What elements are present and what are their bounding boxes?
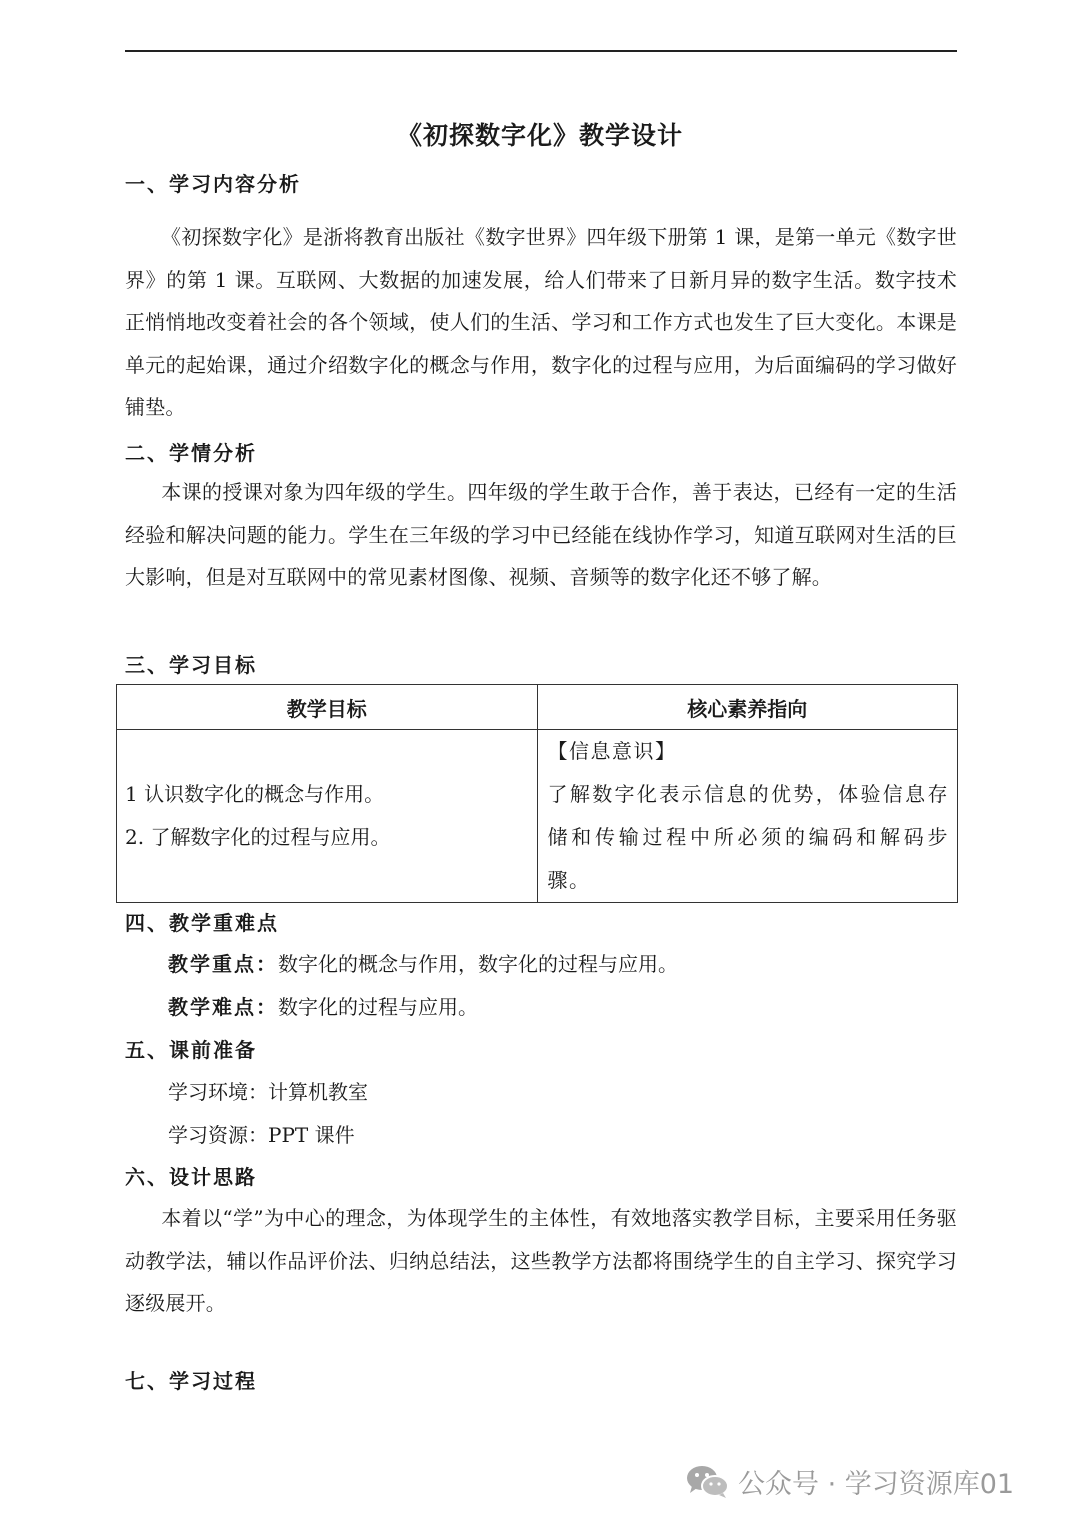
heading-student-analysis: 二、学情分析 — [125, 441, 257, 465]
paragraph-content-analysis: 《初探数字化》是浙将教育出版社《数字世界》四年级下册第 1 课，是第一单元《数字世界》的第 1 课。互联网、大数据的加速发展，给人们带来了日新月异的数字生活。数字技术正悄悄地改变着社会的各个领域，使人们的生活、学习和工作方式也发生了巨大变化。本课是单元的起始课，通过介绍数字化的概念与作用，数字化的过程与应用，为后面编码的学习做好铺垫。 — [125, 225, 957, 419]
heading-content-analysis: 一、学习内容分析 — [125, 172, 301, 196]
difficult-point-label: 教学难点： — [168, 995, 278, 1019]
watermark — [686, 1462, 1014, 1501]
table-row — [117, 730, 958, 903]
col-header-core-literacy: 核心素养指向 — [537, 685, 958, 730]
heading-design-idea: 六、设计思路 — [125, 1165, 257, 1189]
goals-cell — [117, 730, 538, 903]
prep-environment: 学习环境：计算机教室 — [168, 1080, 368, 1104]
table-header-row — [117, 685, 958, 730]
literacy-text: 了解数字化表示信息的优势，体验信息存储和传输过程中所必须的编码和解码步骤。 — [547, 782, 949, 892]
heading-learning-process: 七、学习过程 — [125, 1369, 257, 1393]
key-point-label: 教学重点： — [168, 952, 278, 976]
top-rule — [125, 50, 957, 52]
paragraph-design-idea: 本着以“学”为中心的理念，为体现学生的主体性，有效地落实教学目标，主要采用任务驱动教学法，辅以作品评价法、归纳总结法，这些教学方法都将围绕学生的自主学习、探究学习逐级展开。 — [125, 1206, 957, 1315]
col-header-teaching-goals: 教学目标 — [117, 685, 538, 730]
literacy-cell — [537, 730, 958, 903]
key-point-line — [168, 948, 678, 977]
heading-preparation: 五、课前准备 — [125, 1038, 257, 1062]
prep-resource: 学习资源：PPT 课件 — [168, 1123, 355, 1147]
paragraph-student-analysis: 本课的授课对象为四年级的学生。四年级的学生敢于合作，善于表达，已经有一定的生活经验和解决问题的能力。学生在三年级的学习中已经能在线协作学习，知道互联网对生活的巨大影响，但是对互联网中的常见素材图像、视频、音频等的数字化还不够了解。 — [125, 480, 957, 589]
watermark-text: 公众号 · 学习资源库01 — [738, 1469, 1015, 1500]
wechat-icon — [686, 1464, 730, 1500]
difficult-point-text: 数字化的过程与应用。 — [278, 995, 478, 1019]
goal-item-1: 1 认识数字化的概念与作用。 — [125, 782, 385, 806]
key-point-text: 数字化的概念与作用，数字化的过程与应用。 — [278, 952, 678, 976]
heading-learning-goals: 三、学习目标 — [125, 653, 257, 677]
goal-item-2: 2. 了解数字化的过程与应用。 — [125, 825, 391, 849]
difficult-point-line — [168, 991, 478, 1020]
learning-goals-table — [116, 684, 958, 903]
heading-key-difficult-points: 四、教学重难点 — [125, 911, 279, 935]
literacy-tag: 【信息意识】 — [547, 739, 677, 763]
document-title: 《初探数字化》教学设计 — [396, 121, 683, 150]
